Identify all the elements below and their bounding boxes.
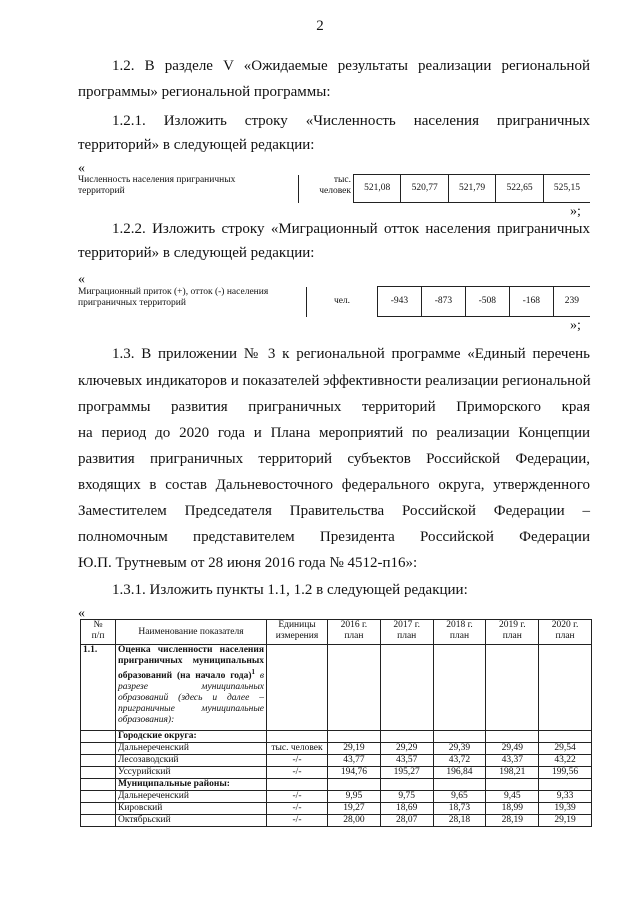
- row-unit: тыс. человек: [267, 743, 328, 755]
- value-cell: [543, 175, 590, 203]
- p1-3-line4: на период до 2020 года и Плана мероприятий по реализации Концепции: [78, 425, 590, 441]
- header-2018: 2018 г. план: [433, 620, 486, 645]
- item-title: Оценка численности населения приграничных муниципальных образований (на начало года): [118, 645, 264, 682]
- row-value: 9,45: [486, 791, 539, 803]
- table-row: [81, 755, 592, 767]
- table-row: [81, 815, 592, 827]
- empty-cell: [81, 731, 116, 743]
- indicators-table: [80, 619, 592, 827]
- footnote-mark: 1: [251, 668, 255, 676]
- p1-2-line2: программы» региональной программы:: [78, 84, 331, 100]
- item-number: 1.1.: [81, 645, 116, 731]
- table-row: [81, 803, 592, 815]
- row-name: Уссурийский: [116, 767, 267, 779]
- p1-3-last-line: Ю.П. Трутневым от 28 июня 2016 года № 4512-п16»:: [78, 555, 418, 571]
- group-row: [81, 731, 592, 743]
- empty-cell: [81, 779, 116, 791]
- value-2019: 522,65: [506, 183, 533, 193]
- quote-open-3: «: [78, 606, 85, 621]
- empty-cell: [81, 791, 116, 803]
- quote-open-1: «: [78, 161, 85, 176]
- header-2019: 2019 г. план: [486, 620, 539, 645]
- row-value: 195,27: [380, 767, 433, 779]
- row-value: 29,54: [539, 743, 592, 755]
- p1-3-line2: ключевых индикаторов и показателей эффективности реализации региональной: [78, 373, 591, 389]
- row-value: 194,76: [328, 767, 381, 779]
- group-title-cities: Городские округа:: [116, 731, 267, 743]
- p1-3-line6: входящих в состав Дальневосточного федерального округа, утвержденного: [78, 477, 590, 493]
- row-name: Кировский: [116, 803, 267, 815]
- row-value: 29,49: [486, 743, 539, 755]
- item-title-cell: [116, 645, 267, 731]
- row-value: 29,29: [380, 743, 433, 755]
- table-row: [81, 767, 592, 779]
- table-header-row: [81, 620, 592, 645]
- empty-cell: [81, 803, 116, 815]
- empty-cell: [539, 731, 592, 743]
- value-2018: 521,79: [459, 183, 486, 193]
- table-row: [76, 287, 590, 317]
- empty-cell: [380, 731, 433, 743]
- value-2016: -943: [390, 296, 409, 306]
- row-unit: -/-: [267, 815, 328, 827]
- indicator-name-line2: территорий: [78, 185, 125, 196]
- row-value: 18,69: [380, 803, 433, 815]
- table-row: [81, 791, 592, 803]
- empty-cell: [539, 645, 592, 731]
- row-value: 199,56: [539, 767, 592, 779]
- p1-2-line1: 1.2. В разделе V «Ожидаемые результаты реализации региональной: [112, 58, 590, 74]
- value-cell: [496, 175, 543, 203]
- header-unit: Единицы измерения: [267, 620, 328, 645]
- quote-open-2: «: [78, 272, 85, 287]
- p1-2-2-line1: 1.2.2. Изложить строку «Миграционный отток населения приграничных: [112, 221, 590, 237]
- empty-cell: [81, 767, 116, 779]
- p1-3-1: 1.3.1. Изложить пункты 1.1, 1.2 в следующей редакции:: [112, 582, 468, 598]
- indicator-name-cell: [76, 175, 299, 203]
- row-value: 43,77: [328, 755, 381, 767]
- empty-cell: [433, 731, 486, 743]
- empty-cell: [486, 779, 539, 791]
- value-2016: 521,08: [364, 183, 391, 193]
- row-value: 29,19: [328, 743, 381, 755]
- p1-3-line8: полномочным представителем Президента Российской Федерации: [78, 529, 590, 545]
- row-value: 9,33: [539, 791, 592, 803]
- row-name: Дальнереченский: [116, 791, 267, 803]
- value-cell: [354, 175, 401, 203]
- empty-cell: [267, 779, 328, 791]
- row-name: Дальнереченский: [116, 743, 267, 755]
- population-table: [76, 174, 590, 203]
- p1-3-line7: Заместителем Председателя Правительства Российской Федерации –: [78, 503, 590, 519]
- empty-cell: [433, 779, 486, 791]
- row-value: 43,72: [433, 755, 486, 767]
- value-cell: [553, 287, 590, 317]
- unit-cell: [307, 287, 378, 317]
- row-unit: -/-: [267, 767, 328, 779]
- p1-3-line1: 1.3. В приложении № 3 к региональной программе «Единый перечень: [112, 346, 590, 362]
- row-value: 198,21: [486, 767, 539, 779]
- row-value: 18,73: [433, 803, 486, 815]
- empty-cell: [539, 779, 592, 791]
- row-value: 196,84: [433, 767, 486, 779]
- empty-cell: [328, 645, 381, 731]
- header-2016: 2016 г. план: [328, 620, 381, 645]
- p1-2-1-line2: территорий» в следующей редакции:: [78, 137, 315, 153]
- row-name: Лесозаводский: [116, 755, 267, 767]
- row-value: 43,57: [380, 755, 433, 767]
- value-2018: -508: [478, 296, 497, 306]
- empty-cell: [81, 743, 116, 755]
- indicator-name-cell: [76, 287, 307, 317]
- row-name: Октябрьский: [116, 815, 267, 827]
- quote-close-2: »;: [570, 318, 581, 333]
- value-cell: [378, 287, 422, 317]
- table-row: [81, 743, 592, 755]
- item-title-rest: в разрезе: [118, 671, 264, 693]
- value-cell: [509, 287, 553, 317]
- empty-cell: [433, 645, 486, 731]
- value-2019: -168: [522, 296, 540, 306]
- value-2020: 525,15: [553, 183, 580, 193]
- table-row: [76, 175, 590, 203]
- row-value: 9,95: [328, 791, 381, 803]
- p1-2-1-line1: 1.2.1. Изложить строку «Численность населения приграничных: [112, 113, 590, 129]
- value-2017: 520,77: [411, 183, 438, 193]
- value-cell: [421, 287, 465, 317]
- header-2020: 2020 г. план: [539, 620, 592, 645]
- value-cell: [465, 287, 509, 317]
- p1-3-line3: программы развития приграничных территорий Приморского края: [78, 399, 590, 415]
- item-italic-note: муниципальных образований (здесь и далее – приграничные муниципальные образования):: [118, 682, 264, 726]
- empty-cell: [380, 645, 433, 731]
- header-2017: 2017 г. план: [380, 620, 433, 645]
- empty-cell: [486, 645, 539, 731]
- empty-cell: [486, 731, 539, 743]
- group-title-districts: Муниципальные районы:: [116, 779, 267, 791]
- row-value: 29,19: [539, 815, 592, 827]
- empty-cell: [267, 731, 328, 743]
- row-value: 43,22: [539, 755, 592, 767]
- unit: чел.: [333, 296, 351, 306]
- quote-close-1: »;: [570, 204, 581, 219]
- p1-2-2-line2: территорий» в следующей редакции:: [78, 245, 315, 261]
- row-value: 18,99: [486, 803, 539, 815]
- indicator-name-line1: Численность населения приграничных: [78, 174, 236, 185]
- indicator-name-line1: Миграционный приток (+), отток (-) населения: [78, 286, 269, 297]
- page-number: 2: [316, 18, 324, 34]
- unit-line1: тыс.: [333, 174, 351, 185]
- group-row: [81, 779, 592, 791]
- table-row: [81, 645, 592, 731]
- row-value: 28,19: [486, 815, 539, 827]
- header-name: Наименование показателя: [116, 620, 267, 645]
- empty-cell: [81, 815, 116, 827]
- row-value: 9,75: [380, 791, 433, 803]
- row-value: 19,39: [539, 803, 592, 815]
- empty-cell: [81, 755, 116, 767]
- row-value: 28,00: [328, 815, 381, 827]
- empty-cell: [328, 779, 381, 791]
- row-value: 43,37: [486, 755, 539, 767]
- empty-cell: [380, 779, 433, 791]
- migration-table: [76, 286, 590, 317]
- unit-line2: человек: [319, 185, 351, 196]
- value-cell: [448, 175, 495, 203]
- row-value: 29,39: [433, 743, 486, 755]
- row-value: 9,65: [433, 791, 486, 803]
- empty-cell: [267, 645, 328, 731]
- p1-3-line5: развития приграничных территорий субъектов Российской Федерации,: [78, 451, 590, 467]
- row-value: 28,18: [433, 815, 486, 827]
- row-value: 28,07: [380, 815, 433, 827]
- empty-cell: [328, 731, 381, 743]
- value-2017: -873: [434, 296, 453, 306]
- row-unit: -/-: [267, 791, 328, 803]
- row-value: 19,27: [328, 803, 381, 815]
- indicator-name-line2: приграничных территорий: [78, 297, 186, 308]
- row-unit: -/-: [267, 803, 328, 815]
- unit-cell: [299, 175, 354, 203]
- value-2020: 239: [564, 296, 579, 306]
- header-num: № п/п: [81, 620, 116, 645]
- row-unit: -/-: [267, 755, 328, 767]
- value-cell: [401, 175, 448, 203]
